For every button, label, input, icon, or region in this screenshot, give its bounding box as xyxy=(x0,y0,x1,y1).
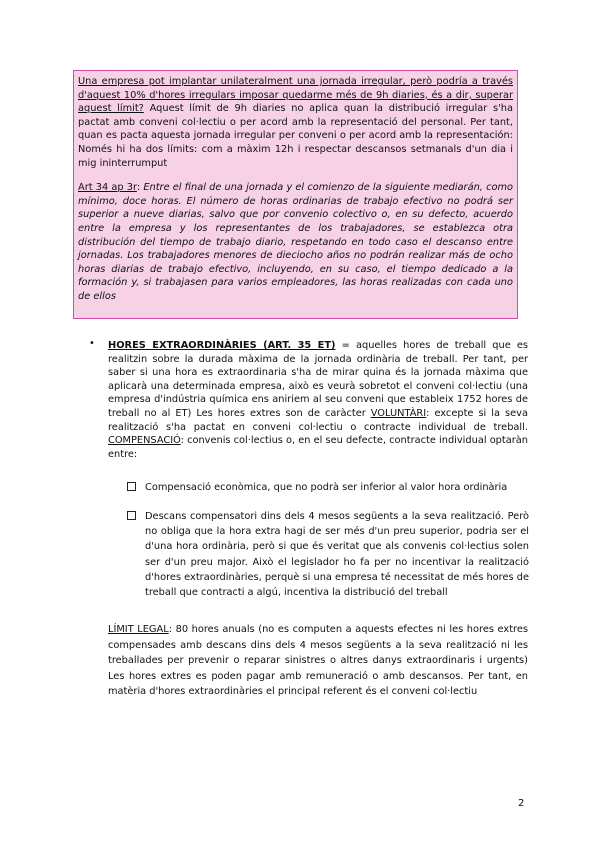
highlighted-note-box xyxy=(73,70,518,319)
option-text: Descans compensatori dins dels 4 mesos següents a la seva realització. Però no obliga que la hora extra hagi de ser més d'un preu superior, podria ser el d'una hora ordinària, però si que és veritat que als convenis col·lectius solen ser d'un preu major. Això el legislador ho fa per no incentivar la realització d'hores extraordinàries, perquè si una empresa té necessitat de més hores de treball que contracti a algú, incentiva la distribució del treball xyxy=(145,511,529,599)
overtime-section: HORES EXTRAORDINÀRIES (ART. 35 ET) = aquelles hores de treball que es realitzin sobre la durada màxima de la jornada ordinària de treball. Per tant, per saber si una hora es extraordinaria s'ha de mirar quina és la jornada màxima que aplicarà una determinada empresa, això es veurà sobretot el conveni col·lectiu (una empresa d'indústria química ens aniriem al seu conveni que estableix 1752 hores de treball no al ET) Les hores extres son de caràcter VOLUNTÀRI: excepte si la seva realització s'ha pactat en conveni col·lectiu o contracte individual de treball. COMPENSACIÓ: convenis col·lectius o, en el seu defecte, contracte individual optaràn entre: xyxy=(108,340,528,460)
voluntary-term: VOLUNTÀRI xyxy=(370,407,427,419)
box-paragraph-2: Art 34 ap 3r: Entre el final de una jornada y el comienzo de la siguiente mediarán, como mínimo, doce horas. El número de horas ordinarias de trabajo efectivo no podrá ser superior a nueve diarias, salvo que por convenio colectivo o, en su defecto, acuerdo entre la empresa y los representantes de los trabajadores, se establezca otra distribución del tiempo de trabajo diario, respetando en todo caso el descanso entre jornadas. Los trabajadores menores de dieciocho años no podrán realizar más de ocho horas diarias de trabajo efectivo, incluyendo, en su caso, el tiempo dedicado a la formación y, si trabajasen para varios empleadores, las horas realizadas con cada uno de ellos xyxy=(78,182,513,302)
page-number: 2 xyxy=(518,798,525,809)
box-answer: Aquest límit de 9h diaries no aplica quan la distribució irregular s'ha pactat amb conveni col·lectiu o per acord amb la representació del personal. Per tant, quan es pacta aquesta jornada irregular per conveni o per acord amb la representación: Només hi ha dos límits: com a màxim 12h i respectar descansos setmanals d'un dia i mig ininterrumput xyxy=(78,103,513,169)
legal-limit-paragraph: LÍMIT LEGAL: 80 hores anuals (no es computen a aquests efectes ni les hores extres compensades amb descans dins dels 4 mesos següents a la seva realització ni les treballades per prevenir o reparar sinistres o altres danys extraordinaris i urgents) Les hores extres es poden pagar amb remuneració o amb descansos. Per tant, en matèria d'hores extraordinàries el principal referent és el conveni col·lectiu xyxy=(108,624,528,698)
bullet-marker: • xyxy=(89,338,95,349)
legal-limit-label: LÍMIT LEGAL xyxy=(108,624,169,635)
box-question: Una empresa pot implantar unilateralment una jornada irregular, però podría a través d'aquest 10% d'hores irregulars imposar quedarme més de 9h diaries, és a dir, superar aquest límit? xyxy=(78,76,513,115)
option-compensatory-rest xyxy=(127,509,529,600)
article-quote: Entre el final de una jornada y el comienzo de la siguiente mediarán, como mínimo, doce horas. El número de horas ordinarias de trabajo efectivo no podrá ser superior a nueve diarias, salvo que por convenio colectivo o, en su defecto, acuerdo entre la empresa y los representantes de los trabajadores, se establezca otra distribución del tiempo de trabajo diario, respetando en todo caso el descanso entre jornadas. Los trabajadores menores de dieciocho años no podrán realizar más de ocho horas diarias de trabajo efectivo, incluyendo, en su caso, el tiempo dedicado a la formación y, si trabajasen para varios empleadores, las horas realizadas con cada uno de ellos xyxy=(78,182,513,302)
box-paragraph-1 xyxy=(78,75,513,170)
article-reference: Art 34 ap 3r xyxy=(78,182,137,194)
section-heading: HORES EXTRAORDINÀRIES (ART. 35 ET) xyxy=(108,340,336,351)
checkbox-icon[interactable] xyxy=(127,482,136,491)
option-economic-compensation xyxy=(127,480,529,495)
checkbox-icon[interactable] xyxy=(127,511,136,520)
compensation-term: COMPENSACIÓ xyxy=(108,435,181,447)
option-text: Compensació econòmica, que no podrà ser inferior al valor hora ordinària xyxy=(145,482,508,493)
